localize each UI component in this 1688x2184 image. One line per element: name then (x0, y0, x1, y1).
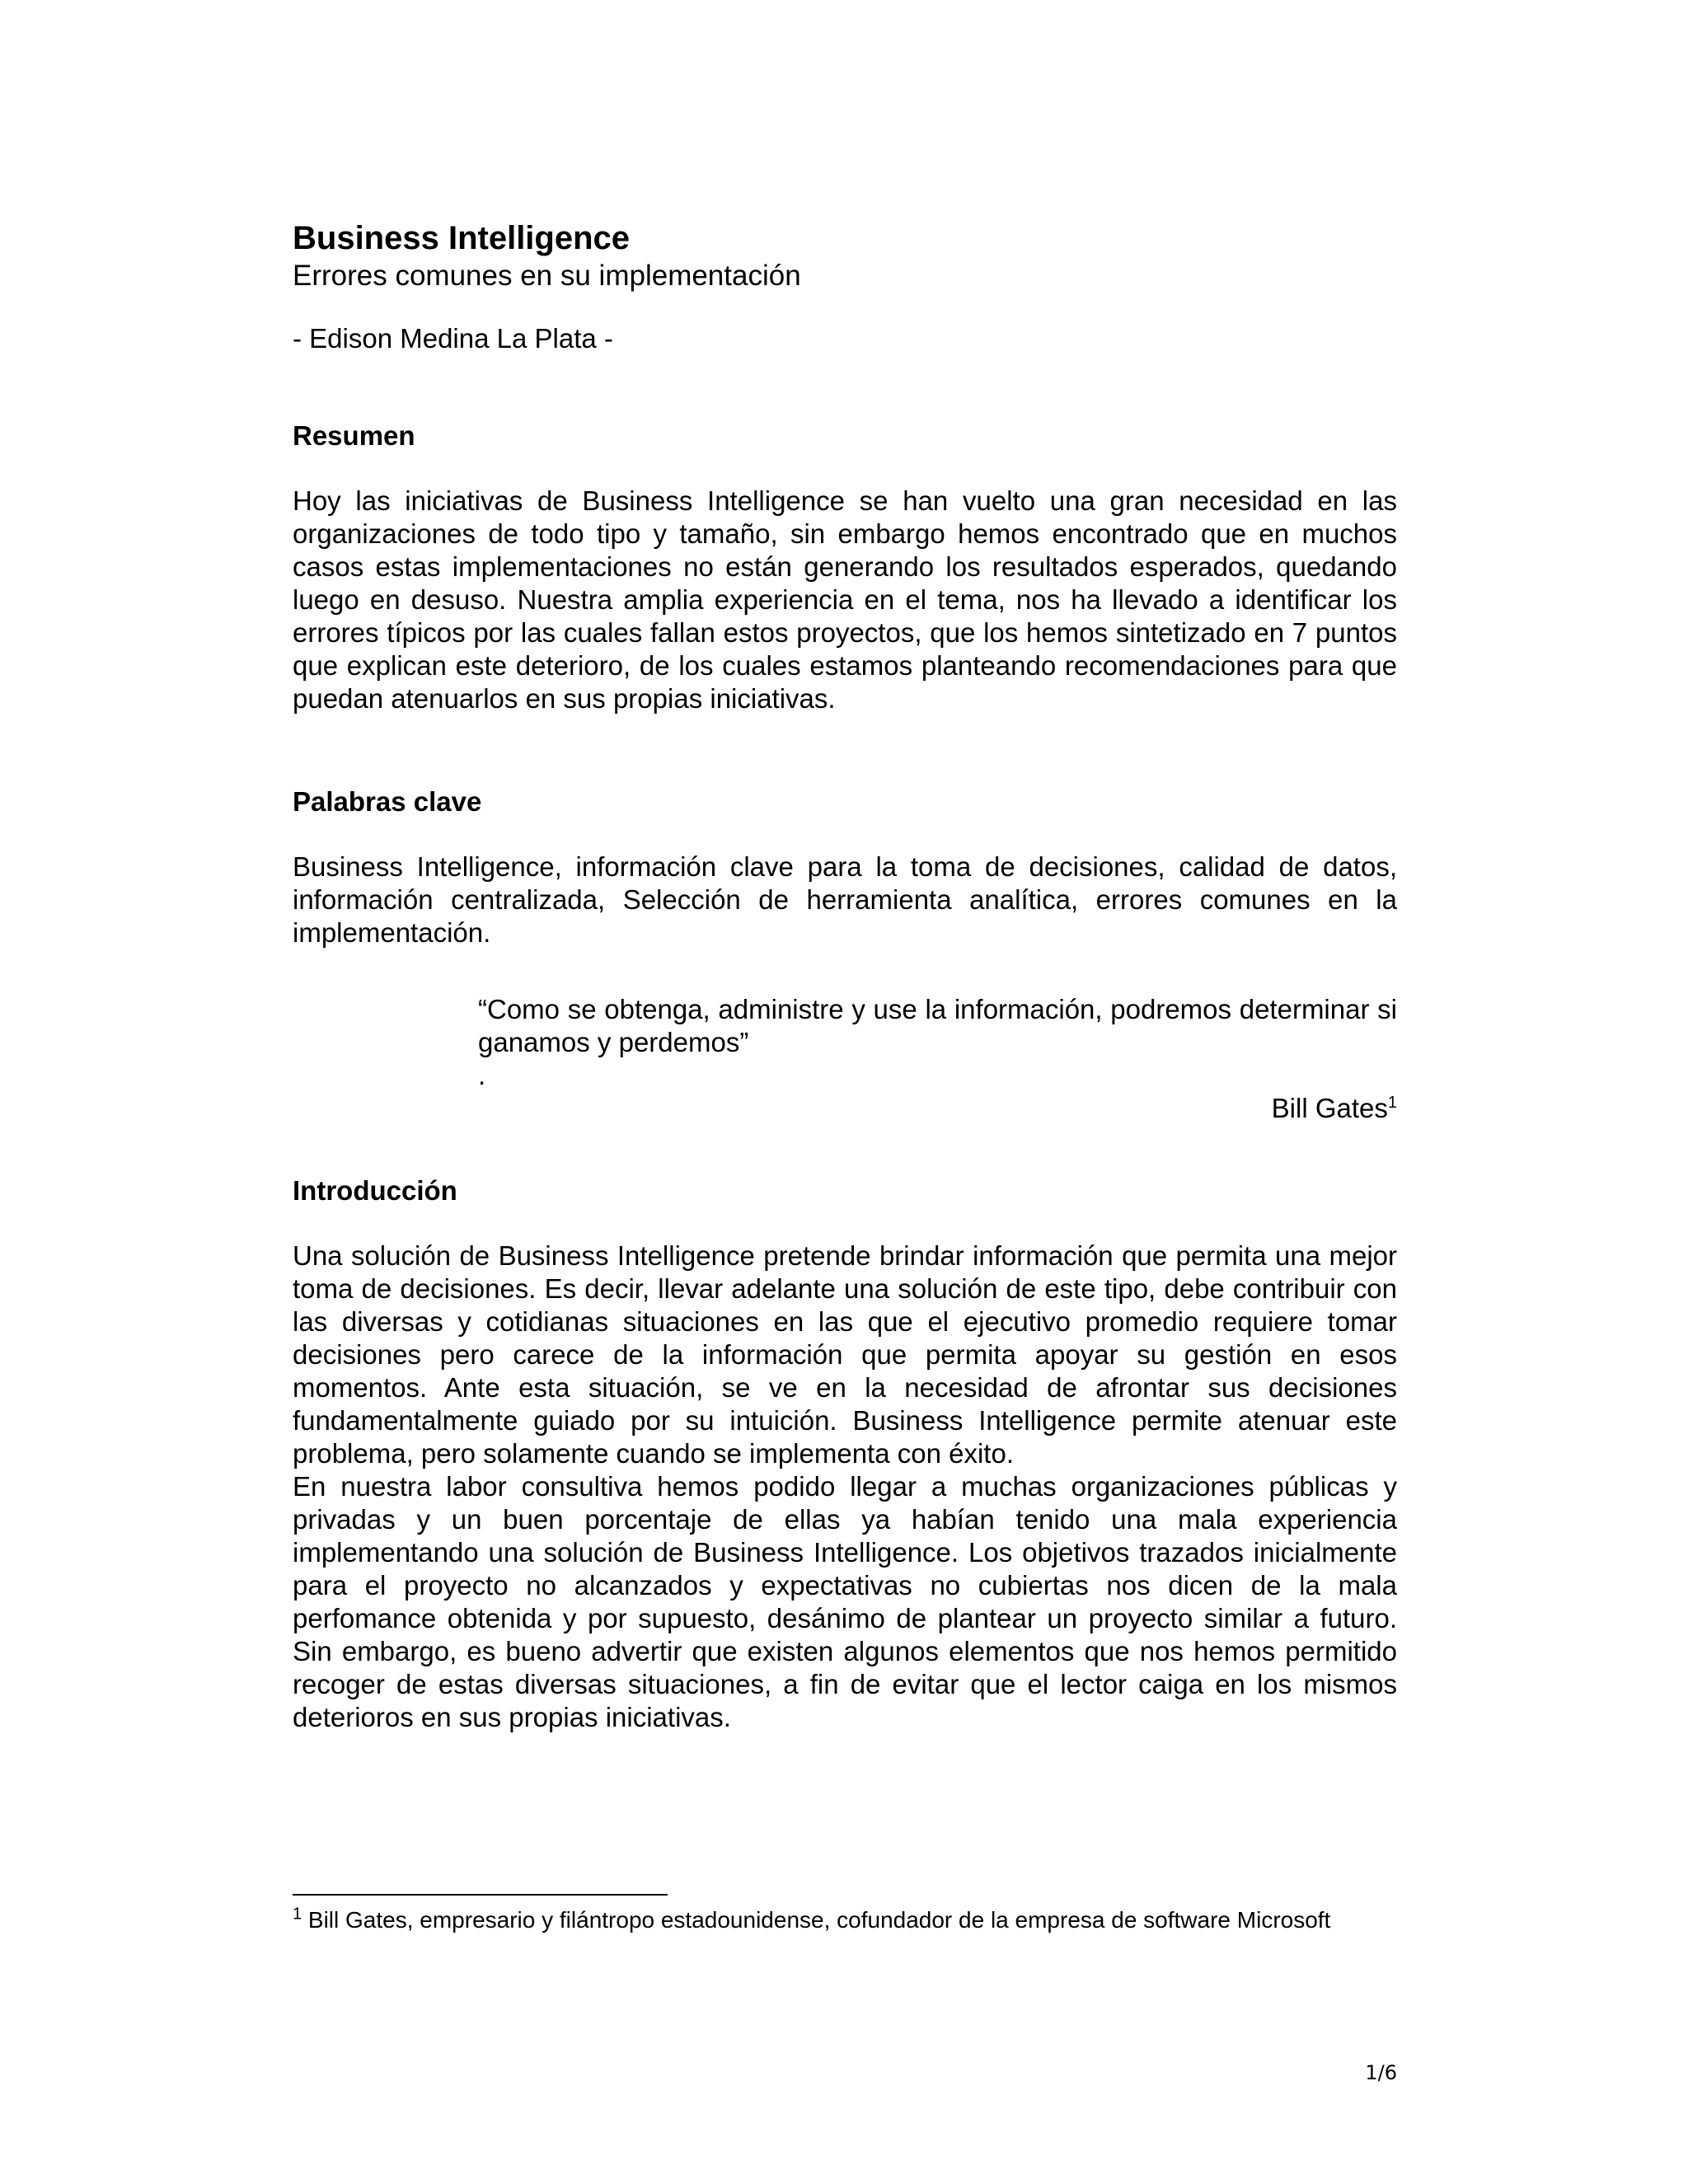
document-title: Business Intelligence (293, 220, 631, 256)
footnote-reference[interactable]: 1 (1387, 1094, 1397, 1112)
page-number: 1/6 (1365, 2061, 1397, 2084)
main-content (293, 218, 1397, 949)
document-author: - Edison Medina La Plata - (293, 323, 613, 354)
quote-dot: . (478, 1060, 486, 1090)
document-subtitle: Errores comunes en su implementación (293, 260, 801, 292)
quote-author-name: Bill Gates (1271, 1093, 1388, 1123)
introduccion-paragraph-1: Una solución de Business Intelligence pretende brindar información que permita una mejor toma de decisiones. Es decir, llevar adelante una solución de este tipo, debe contribuir con las diversas y cotidianas situaciones en las que el ejecutivo promedio requiere tomar decisiones pero carece de la información que permita apoyar su gestión en esos momentos. Ante esta situación, se ve en la necesidad de afrontar sus decisiones fundamentalmente guiado por su intuición. Business Intelligence permite atenuar este problema, pero solamente cuando se implementa con éxito. (293, 1240, 1397, 1469)
footnote-text: Bill Gates, empresario y filántropo estadounidense, cofundador de la empresa de software Microsoft (302, 1907, 1331, 1933)
resumen-body: Hoy las iniciativas de Business Intelligence se han vuelto una gran necesidad en las organizaciones de todo tipo y tamaño, sin embargo hemos encontrado que en muchos casos estas implementaciones no están generando los resultados esperados, quedando luego en desuso. Nuestra amplia experiencia en el tema, nos ha llevado a identificar los errores típicos por las cuales fallan estos proyectos, que los hemos sintetizado en 7 puntos que explican este deterioro, de los cuales estamos planteando recomendaciones para que puedan atenuarlos en sus propias iniciativas. (293, 485, 1397, 714)
footnote (293, 1905, 1397, 1935)
introduccion-section (293, 1174, 1397, 1734)
palabras-clave-heading: Palabras clave (293, 786, 482, 817)
introduccion-heading: Introducción (293, 1175, 457, 1206)
resumen-heading: Resumen (293, 420, 415, 451)
footnote-separator (293, 1894, 668, 1896)
quote-author (478, 1092, 1397, 1125)
epigraph-quote (478, 993, 1397, 1125)
footnote-marker: 1 (293, 1905, 302, 1924)
palabras-clave-body: Business Intelligence, información clave para la toma de decisiones, calidad de datos, información centralizada, Selección de herramienta analítica, errores comunes en la implementación. (293, 851, 1397, 948)
introduccion-paragraph-2: En nuestra labor consultiva hemos podido llegar a muchas organizaciones públicas y privadas y un buen porcentaje de ellas ya habían tenido una mala experiencia implementando una solución de Business Intelligence. Los objetivos trazados inicialmente para el proyecto no alcanzados y expectativas no cubiertas nos dicen de la mala perfomance obtenida y por supuesto, desánimo de plantear un proyecto similar a futuro. Sin embargo, es bueno advertir que existen algunos elementos que nos hemos permitido recoger de estas diversas situaciones, a fin de evitar que el lector caiga en los mismos deterioros en sus propias iniciativas. (293, 1471, 1397, 1732)
quote-text: “Como se obtenga, administre y use la información, podremos determinar si ganamos y perdemos” (478, 994, 1397, 1057)
